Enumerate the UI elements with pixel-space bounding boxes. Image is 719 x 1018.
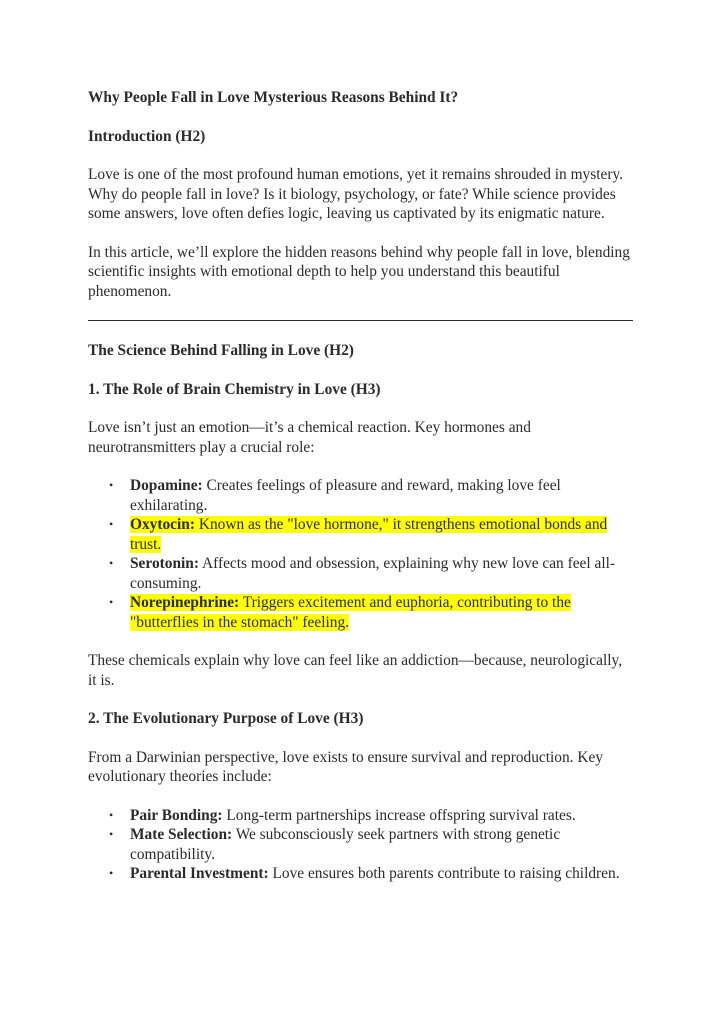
list-item-oxytocin	[88, 515, 633, 554]
list-item-parental-investment	[88, 864, 633, 884]
list-item-serotonin	[88, 554, 633, 593]
bullet-icon: •	[109, 827, 114, 841]
list-item-desc: Long-term partnerships increase offspring survival rates.	[222, 806, 576, 824]
horizontal-divider	[88, 320, 633, 321]
bullet-icon: •	[109, 517, 114, 531]
list-item-dopamine	[88, 476, 633, 515]
list-item-desc: Known as the "love hormone," it strengthens emotional bonds and trust.	[130, 516, 608, 553]
bullet-icon: •	[109, 556, 114, 570]
evo-intro-paragraph: From a Darwinian perspective, love exists to ensure survival and reproduction. Key evolutionary theories include:	[88, 748, 604, 785]
bullet-icon: •	[109, 595, 114, 609]
list-item-term: Norepinephrine:	[130, 594, 240, 611]
heading-evolutionary-purpose: 2. The Evolutionary Purpose of Love (H3)	[88, 710, 364, 727]
list-item-term: Dopamine:	[130, 477, 203, 494]
bullet-icon: •	[109, 807, 114, 822]
theories-list	[88, 806, 633, 884]
heading-brain-chemistry: 1. The Role of Brain Chemistry in Love (H3)	[88, 380, 381, 398]
list-item-desc: Triggers excitement and euphoria, contributing to the "butterflies in the stomach" feeling.	[130, 594, 571, 631]
brain-outro-paragraph: These chemicals explain why love can feel like an addiction—because, neurologically, it is.	[88, 652, 623, 689]
list-item-norepinephrine	[88, 593, 633, 632]
list-item-desc: We subconsciously seek partners with strong genetic compatibility.	[130, 826, 561, 863]
list-item-term: Oxytocin:	[130, 516, 195, 533]
document-title: Why People Fall in Love Mysterious Reasons Behind It?	[88, 89, 459, 106]
brain-intro-paragraph: Love isn’t just an emotion—it’s a chemical reaction. Key hormones and neurotransmitters play a crucial role:	[88, 419, 531, 456]
list-item-term: Mate Selection:	[130, 826, 233, 843]
list-item-desc: Love ensures both parents contribute to raising children.	[268, 865, 620, 882]
list-item-pair-bonding	[88, 806, 633, 826]
list-item-term: Serotonin:	[130, 555, 199, 572]
list-item-term: Pair Bonding:	[130, 806, 223, 824]
bullet-icon: •	[109, 478, 114, 492]
document-page	[88, 88, 633, 903]
bullet-icon: •	[109, 866, 114, 880]
heading-science: The Science Behind Falling in Love (H2)	[88, 342, 354, 359]
list-item-mate-selection	[88, 825, 633, 864]
list-item-desc: Affects mood and obsession, explaining why new love can feel all-consuming.	[130, 555, 615, 592]
intro-paragraph-1: Love is one of the most profound human emotions, yet it remains shrouded in mystery. Why do people fall in love? Is it biology, psychology, or fate? While science provides some answers, love often defies logic, leaving us captivated by its enigmatic nature.	[88, 166, 624, 222]
intro-paragraph-2: In this article, we’ll explore the hidden reasons behind why people fall in love, blending scientific insights with emotional depth to help you understand this beautiful phenomenon.	[88, 243, 630, 300]
chemicals-list	[88, 476, 633, 632]
heading-introduction: Introduction (H2)	[88, 127, 206, 145]
list-item-term: Parental Investment:	[130, 865, 269, 882]
list-item-desc: Creates feelings of pleasure and reward, making love feel exhilarating.	[130, 477, 561, 514]
